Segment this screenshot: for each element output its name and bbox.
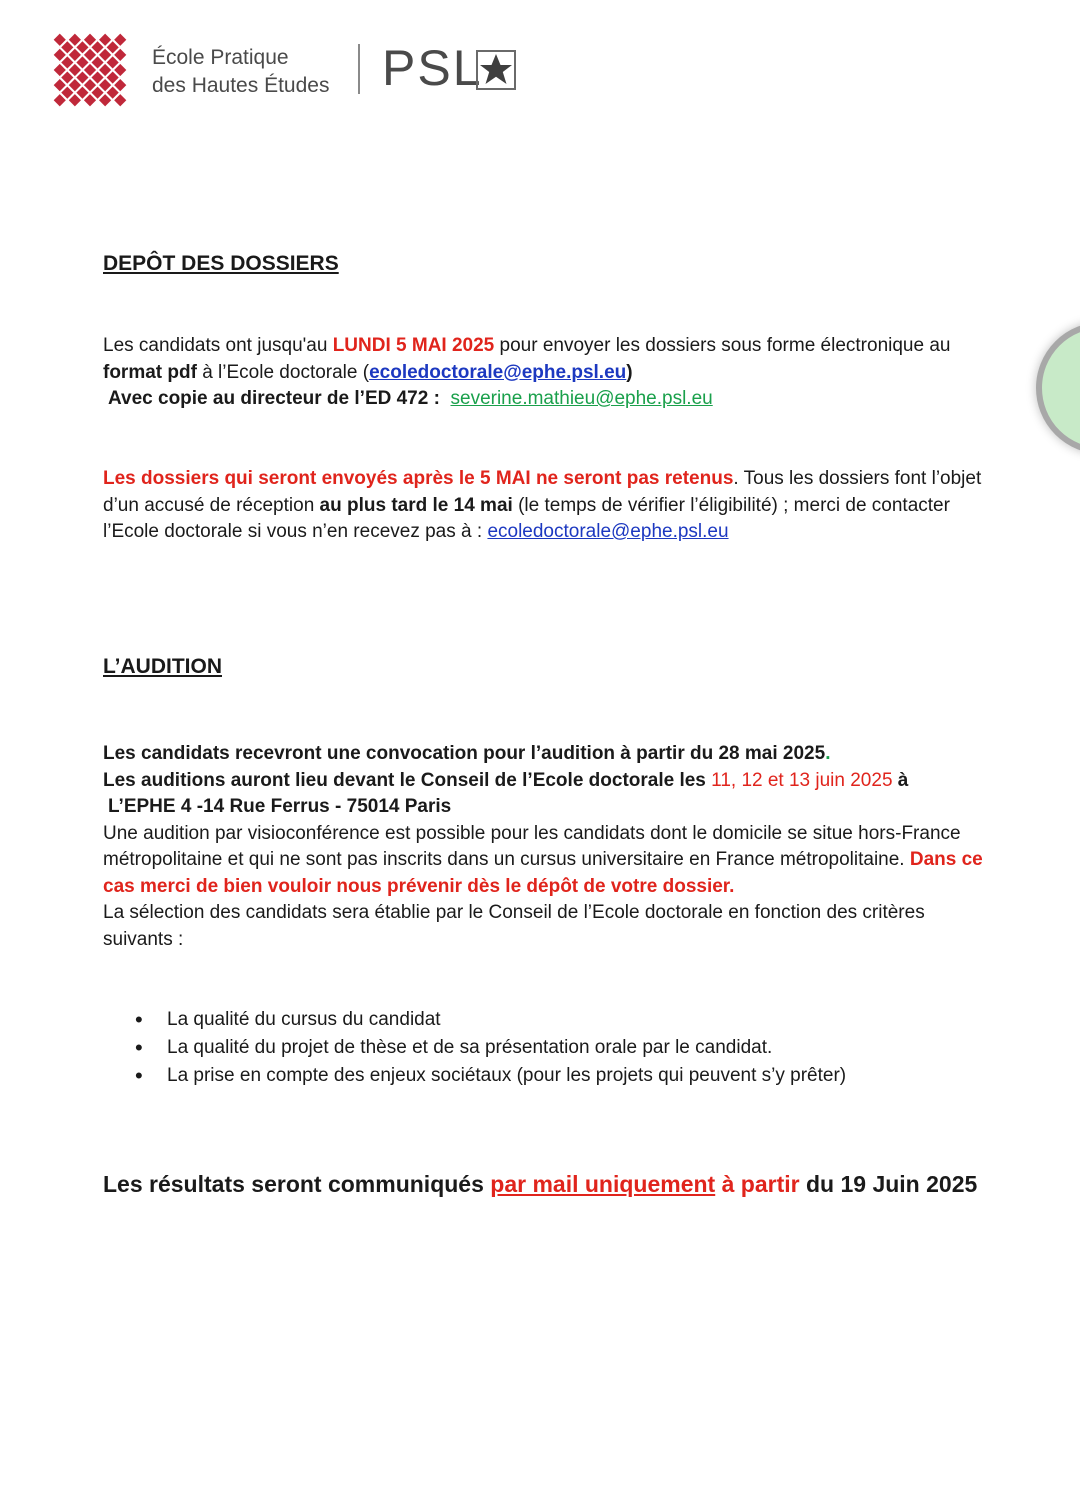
ephe-diamond-logo-icon [38, 18, 142, 122]
logo-tile [61, 41, 73, 53]
audition-dates-text: Les auditions auront lieu devant le Conseil de l’Ecole doctorale les [103, 769, 712, 791]
visio-text: Une audition par visioconférence est possible pour les candidats dont le domicile se situe hors-France métropolitaine et qui ne sont pas inscrits dans un cursus universitaire en France métropolitaine. [103, 822, 961, 870]
school-name-line2: des Hautes Études [152, 74, 330, 97]
audition-paragraph [103, 741, 983, 953]
logo-tile [84, 34, 96, 46]
convocation-line: Les candidats recevront une convocation pour l’audition à partir du 28 mai 2025 [103, 743, 826, 764]
text: . Tous les dossiers font l’objet d’un accusé de réception [103, 468, 982, 516]
from-date: à partir [721, 1171, 800, 1197]
text: ) [626, 361, 633, 383]
document-header [38, 18, 558, 122]
list-item: • La prise en compte des enjeux sociétaux (pour les projets qui peuvent s’y prêter) [135, 1062, 846, 1090]
logo-tile [114, 34, 126, 46]
list-item: • La qualité du projet de thèse et de sa présentation orale par le candidat. [135, 1034, 846, 1062]
logo-tile [107, 41, 119, 53]
logo-tile [91, 56, 103, 68]
logo-tile [54, 34, 66, 46]
logo-tile [76, 87, 88, 99]
logo-tile [114, 49, 126, 61]
acknowledgment-date: au plus tard le 14 mai [319, 494, 513, 516]
star-icon [476, 50, 516, 90]
logo-tile [69, 64, 81, 76]
logo-tile [54, 49, 66, 61]
logo-tile [99, 34, 111, 46]
logo-tile [84, 49, 96, 61]
section-heading-audition: L’AUDITION [103, 655, 222, 678]
logo-tile [61, 71, 73, 83]
logo-tile [84, 64, 96, 76]
logo-tile [107, 71, 119, 83]
logo-tile [91, 41, 103, 53]
logo-tile [84, 79, 96, 91]
psl-logo-text: PSL [382, 40, 483, 96]
logo-tile [76, 41, 88, 53]
school-name-line1: École Pratique [152, 46, 289, 69]
audition-dates: 11, 12 et 13 juin 2025 [711, 769, 893, 791]
school-name [152, 44, 329, 100]
logo-tile [114, 79, 126, 91]
logo-tile [99, 64, 111, 76]
deadline-paragraph [103, 333, 983, 413]
ecole-email-link[interactable]: ecoledoctorale@ephe.psl.eu [369, 361, 627, 383]
copy-label: Avec copie au directeur de l’ED 472 : [108, 388, 440, 409]
results-statement [103, 1169, 977, 1199]
late-warning: Les dossiers qui seront envoyés après le 5 MAI ne seront pas retenus [103, 468, 734, 489]
logo-tile [91, 87, 103, 99]
logo-tile [99, 94, 111, 106]
text: à [892, 769, 909, 791]
logo-tile [61, 87, 73, 99]
logo-tile [91, 71, 103, 83]
logo-tile [69, 94, 81, 106]
logo-tile [84, 94, 96, 106]
late-files-paragraph [103, 466, 983, 546]
logo-tile [69, 34, 81, 46]
text: du 19 Juin 2025 [799, 1171, 978, 1197]
logo-tile [76, 56, 88, 68]
logo-tile [107, 56, 119, 68]
selection-text: La sélection des candidats sera établie par le Conseil de l’Ecole doctorale en fonction des critères suivants : [103, 902, 925, 950]
mail-only: par mail uniquement [490, 1171, 716, 1197]
ecole-email-link-2[interactable]: ecoledoctorale@ephe.psl.eu [487, 521, 729, 542]
director-email-link[interactable]: severine.mathieu@ephe.psl.eu [450, 388, 713, 409]
logo-tile [76, 71, 88, 83]
logo-tile [99, 49, 111, 61]
format-pdf: format pdf [103, 361, 197, 383]
logo-tile [69, 49, 81, 61]
logo-tile [114, 64, 126, 76]
deadline-date: LUNDI 5 MAI 2025 [332, 335, 495, 356]
text: pour envoyer les dossiers sous forme électronique au [494, 335, 951, 356]
list-item: • La qualité du cursus du candidat [135, 1006, 846, 1034]
logo-tile [107, 87, 119, 99]
logo-tile [61, 56, 73, 68]
text: à l’Ecole doctorale ( [196, 361, 370, 383]
logo-tile [54, 64, 66, 76]
audition-address: L’EPHE 4 -14 Rue Ferrus - 75014 Paris [108, 796, 452, 817]
text: Les candidats ont jusqu'au [103, 335, 333, 356]
chat-bubble-icon[interactable] [1036, 322, 1080, 454]
text: (le temps de vérifier l’éligibilité) ; merci de contacter l’Ecole doctorale si vous n’en recevez pas à : [103, 494, 950, 542]
header-divider [358, 44, 360, 94]
section-heading-depot: DEPÔT DES DOSSIERS [103, 252, 339, 275]
text: . [825, 743, 831, 764]
logo-tile [69, 79, 81, 91]
logo-tile [54, 79, 66, 91]
logo-tile [99, 79, 111, 91]
logo-tile [54, 94, 66, 106]
criteria-list [135, 1006, 846, 1090]
visio-warning: Dans ce cas merci de bien vouloir nous prévenir dès le dépôt de votre dossier. [103, 849, 983, 897]
text: Les résultats seront communiqués [103, 1171, 491, 1197]
logo-tile [114, 94, 126, 106]
